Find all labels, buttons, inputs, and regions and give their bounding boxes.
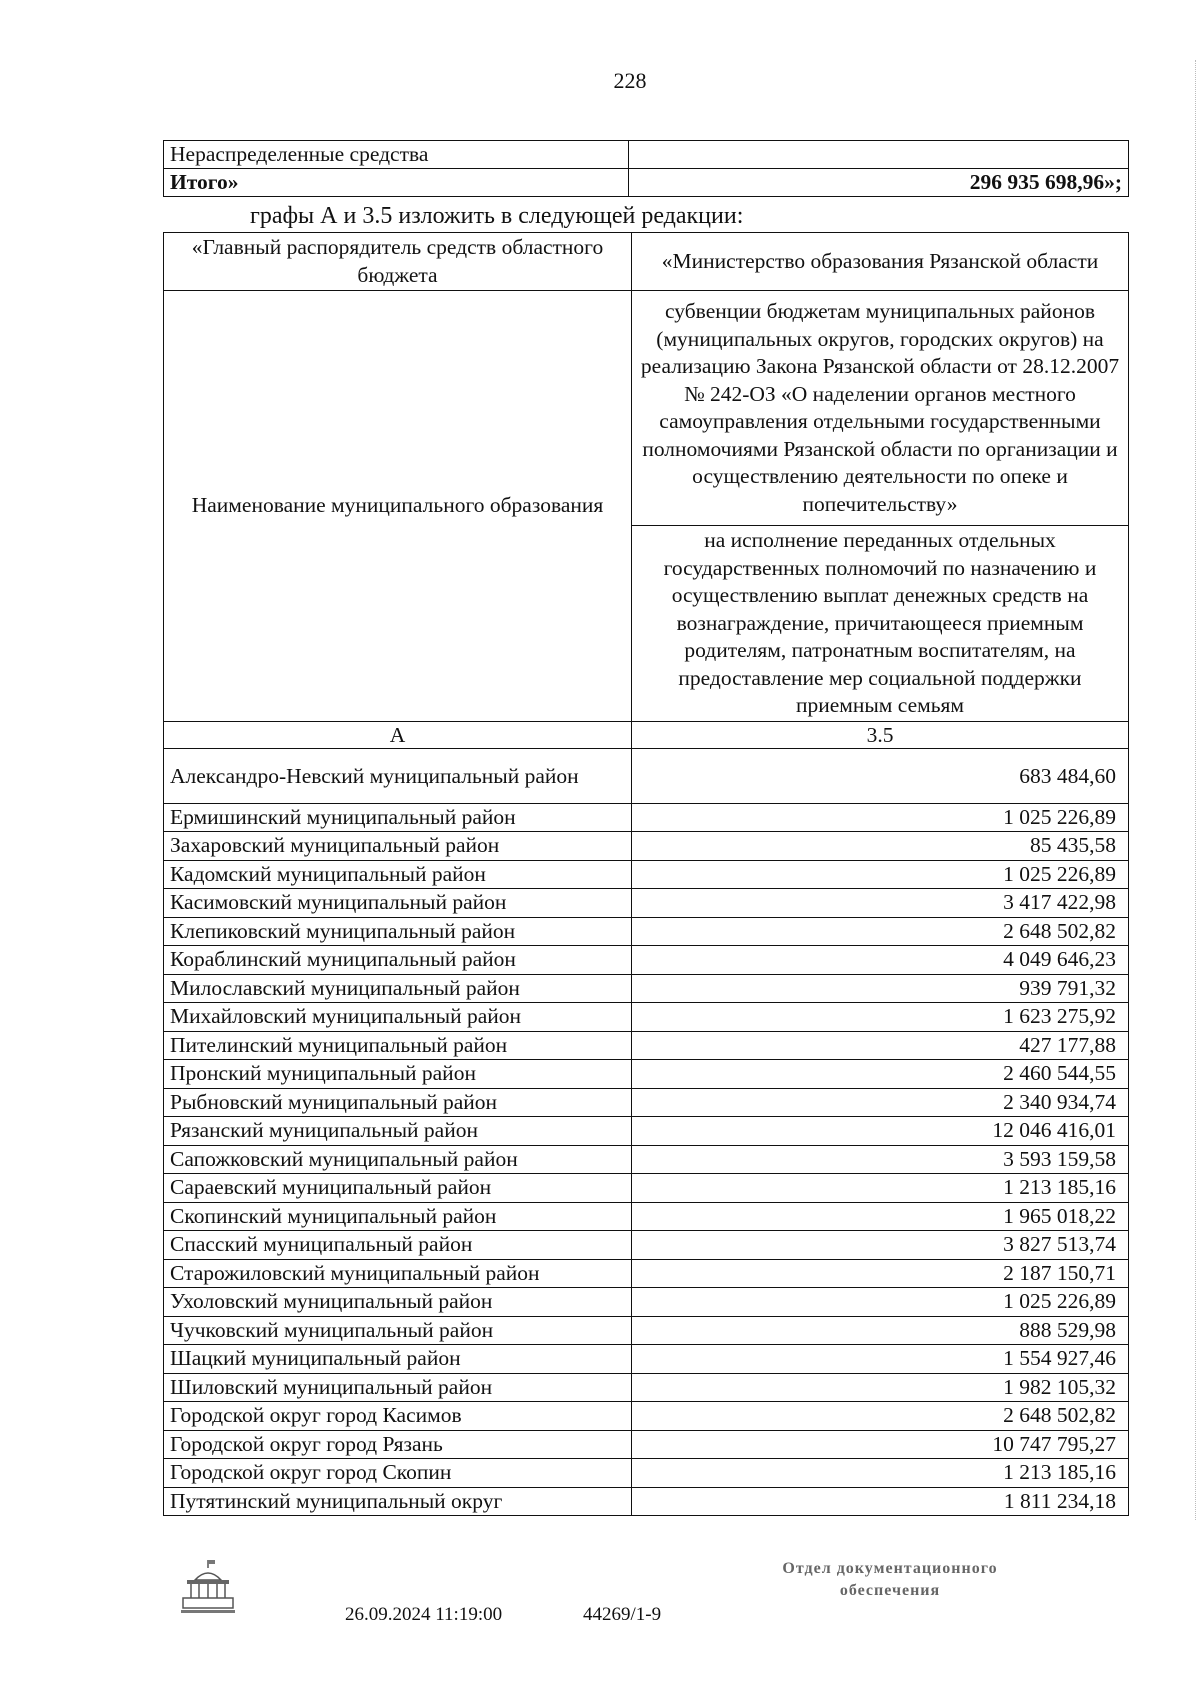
scan-edge-marks — [1181, 60, 1196, 1520]
municipality-name: Рыбновский муниципальный район — [164, 1088, 632, 1117]
document-timestamp: 26.09.2024 11:19:00 — [345, 1604, 503, 1625]
municipality-name: Городской округ город Касимов — [164, 1402, 632, 1431]
municipality-value: 939 791,32 — [632, 974, 1129, 1003]
municipality-value: 1 025 226,89 — [632, 860, 1129, 889]
subvention-table — [163, 232, 1129, 1516]
table-row — [164, 1459, 1129, 1488]
municipality-name: Городской округ город Скопин — [164, 1459, 632, 1488]
table-row — [164, 832, 1129, 861]
municipality-name: Скопинский муниципальный район — [164, 1202, 632, 1231]
table-row — [164, 1031, 1129, 1060]
table-row — [164, 946, 1129, 975]
municipality-value: 4 049 646,23 — [632, 946, 1129, 975]
municipality-name: Старожиловский муниципальный район — [164, 1259, 632, 1288]
header-subvention-purpose: на исполнение переданных отдельных государственных полномочий по назначению и осуществлению выплат денежных средств на вознаграждение, причитающееся приемным родителям, патронатным воспитателям, на предоставление мер социальной поддержки приемным семьям — [632, 526, 1129, 722]
column-index-row — [164, 721, 1129, 748]
total-value: 296 935 698,96»; — [629, 169, 1129, 197]
table-row — [164, 1288, 1129, 1317]
municipality-name: Клепиковский муниципальный район — [164, 917, 632, 946]
table-row — [164, 1003, 1129, 1032]
municipality-value: 1 213 185,16 — [632, 1174, 1129, 1203]
municipality-name: Сараевский муниципальный район — [164, 1174, 632, 1203]
municipality-value: 888 529,98 — [632, 1316, 1129, 1345]
municipality-name: Захаровский муниципальный район — [164, 832, 632, 861]
table-row — [164, 1430, 1129, 1459]
header-ministry: «Министерство образования Рязанской области — [632, 233, 1129, 291]
table-row — [164, 1202, 1129, 1231]
municipality-value: 1 811 234,18 — [632, 1487, 1129, 1516]
municipality-value: 3 417 422,98 — [632, 889, 1129, 918]
table-row — [164, 1231, 1129, 1260]
header-main-administrator: «Главный распорядитель средств областного бюджета — [164, 233, 632, 291]
instruction-text: графы А и 3.5 изложить в следующей редакции: — [250, 203, 744, 229]
table-row — [164, 1487, 1129, 1516]
table-row — [164, 974, 1129, 1003]
page-number: 228 — [613, 68, 647, 93]
municipality-value: 427 177,88 — [632, 1031, 1129, 1060]
unallocated-label: Нераспределенные средства — [164, 141, 629, 169]
municipality-name: Рязанский муниципальный район — [164, 1117, 632, 1146]
municipality-value: 2 187 150,71 — [632, 1259, 1129, 1288]
municipality-name: Александро-Невский муниципальный район — [164, 748, 632, 803]
municipality-value: 1 025 226,89 — [632, 803, 1129, 832]
table-row — [164, 917, 1129, 946]
table-row — [164, 1060, 1129, 1089]
municipality-value: 2 648 502,82 — [632, 1402, 1129, 1431]
table-row — [164, 1345, 1129, 1374]
table-row — [164, 1373, 1129, 1402]
table-row — [164, 1088, 1129, 1117]
table-row — [164, 748, 1129, 803]
municipality-value: 3 827 513,74 — [632, 1231, 1129, 1260]
header-row — [164, 291, 1129, 526]
municipality-value: 10 747 795,27 — [632, 1430, 1129, 1459]
municipality-value: 1 554 927,46 — [632, 1345, 1129, 1374]
total-label: Итого» — [164, 169, 629, 197]
municipality-name: Кораблинский муниципальный район — [164, 946, 632, 975]
unallocated-value — [629, 141, 1129, 169]
table-row — [164, 889, 1129, 918]
municipality-name: Михайловский муниципальный район — [164, 1003, 632, 1032]
table-row — [164, 1259, 1129, 1288]
municipality-name: Шацкий муниципальный район — [164, 1345, 632, 1374]
table-row — [164, 1402, 1129, 1431]
municipality-name: Городской округ город Рязань — [164, 1430, 632, 1459]
header-row — [164, 233, 1129, 291]
table-row — [164, 1316, 1129, 1345]
table-row — [164, 1117, 1129, 1146]
municipality-name: Милославский муниципальный район — [164, 974, 632, 1003]
column-index-b: 3.5 — [632, 721, 1129, 748]
duma-building-logo-icon — [173, 1558, 243, 1618]
table-row — [164, 1145, 1129, 1174]
municipality-value: 12 046 416,01 — [632, 1117, 1129, 1146]
municipality-name: Пителинский муниципальный район — [164, 1031, 632, 1060]
municipality-value: 85 435,58 — [632, 832, 1129, 861]
municipality-name: Шиловский муниципальный район — [164, 1373, 632, 1402]
municipality-name: Кадомский муниципальный район — [164, 860, 632, 889]
municipality-value: 2 460 544,55 — [632, 1060, 1129, 1089]
municipality-name: Путятинский муниципальный округ — [164, 1487, 632, 1516]
municipality-value: 1 982 105,32 — [632, 1373, 1129, 1402]
municipality-name: Ермишинский муниципальный район — [164, 803, 632, 832]
totals-table — [163, 140, 1129, 197]
municipality-value: 2 648 502,82 — [632, 917, 1129, 946]
municipality-name: Касимовский муниципальный район — [164, 889, 632, 918]
municipality-name: Сапожковский муниципальный район — [164, 1145, 632, 1174]
document-code: 44269/1-9 — [583, 1604, 662, 1625]
municipality-value: 3 593 159,58 — [632, 1145, 1129, 1174]
municipality-name: Пронский муниципальный район — [164, 1060, 632, 1089]
table-row — [164, 860, 1129, 889]
department-stamp: Отдел документационного обеспечения — [782, 1560, 998, 1599]
table-row — [164, 803, 1129, 832]
municipality-name: Чучковский муниципальный район — [164, 1316, 632, 1345]
table-row — [164, 169, 1129, 197]
municipality-value: 2 340 934,74 — [632, 1088, 1129, 1117]
municipality-value: 1 213 185,16 — [632, 1459, 1129, 1488]
municipality-value: 1 965 018,22 — [632, 1202, 1129, 1231]
municipality-name: Ухоловский муниципальный район — [164, 1288, 632, 1317]
municipality-name: Спасский муниципальный район — [164, 1231, 632, 1260]
column-index-a: А — [164, 721, 632, 748]
header-municipality-name: Наименование муниципального образования — [164, 291, 632, 722]
header-subvention-description: субвенции бюджетам муниципальных районов (муниципальных округов, городских округов) на реализацию Закона Рязанской области от 28.12.2007 № 242-ОЗ «О наделении органов местного самоуправления отдельными государственными полномочиями Рязанской области по организации и осуществлению деятельности по опеке и попечительству» — [632, 291, 1129, 526]
table-row — [164, 1174, 1129, 1203]
municipality-value: 683 484,60 — [632, 748, 1129, 803]
municipality-value: 1 025 226,89 — [632, 1288, 1129, 1317]
municipality-value: 1 623 275,92 — [632, 1003, 1129, 1032]
table-row — [164, 141, 1129, 169]
